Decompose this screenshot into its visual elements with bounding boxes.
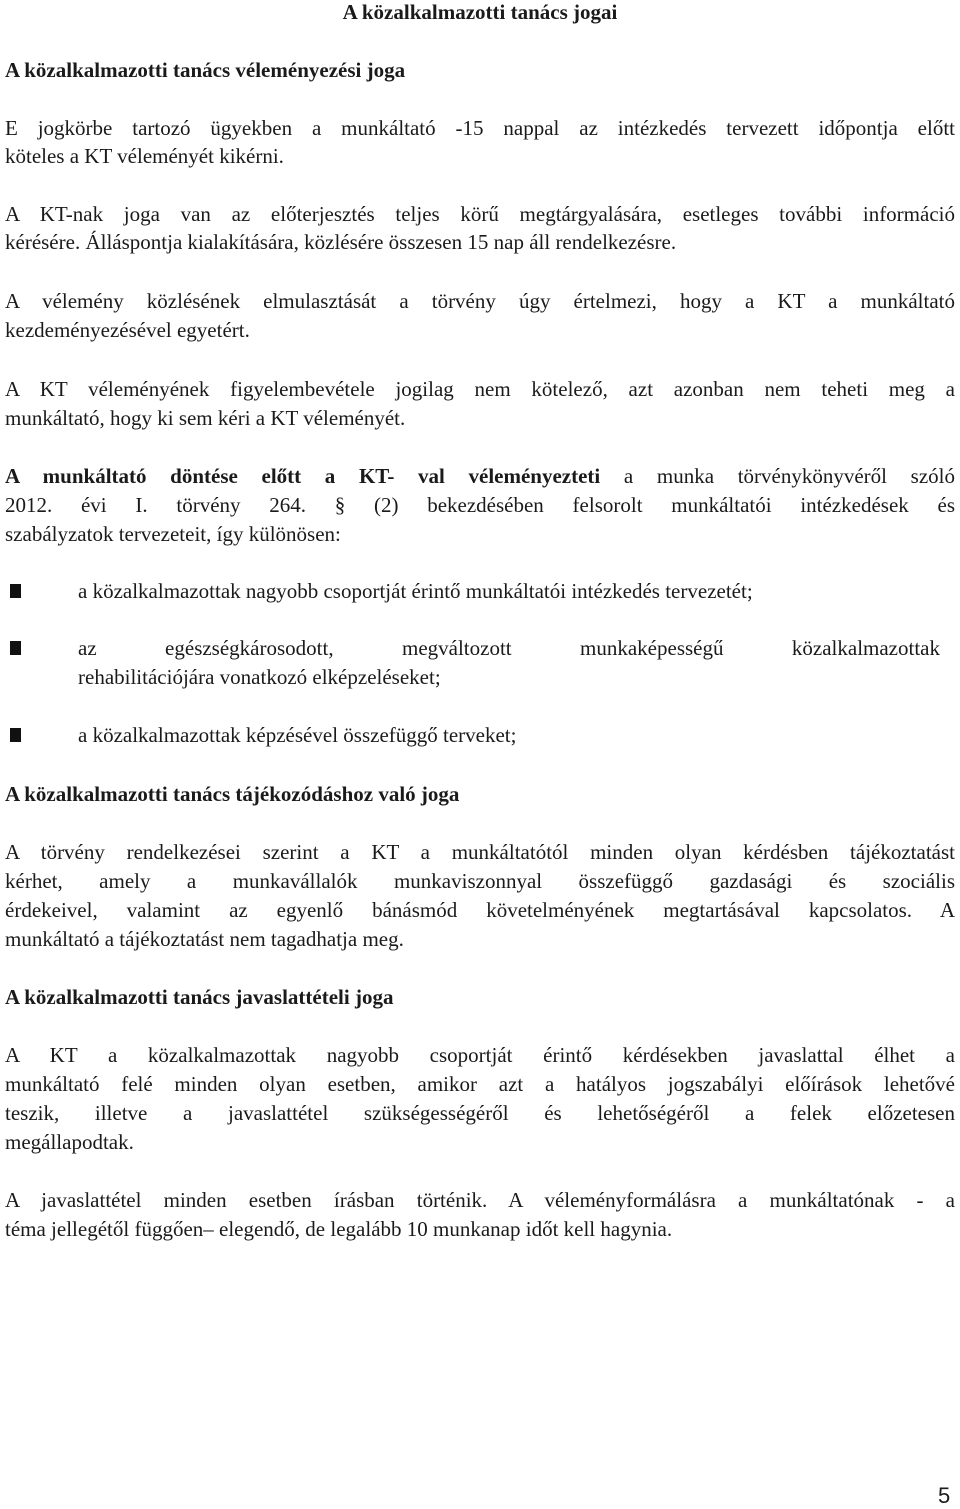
bullet-square-icon (10, 641, 21, 655)
paragraph-line: A vélemény közlésének elmulasztását a törvény úgy értelmezi, hogy a KT a munkáltató (5, 289, 955, 313)
bold-phrase: A munkáltató döntése előtt a KT- val véleményezteti (5, 464, 601, 488)
paragraph-line: téma jellegétől függően– elegendő, de legalább 10 munkanap időt kell hagynia. (5, 1217, 673, 1241)
bullet-square-icon (10, 728, 21, 742)
paragraph-line: munkáltató a tájékoztatást nem tagadhatja meg. (5, 927, 404, 951)
paragraph-line: munkáltató, hogy ki sem kéri a KT véleményét. (5, 406, 406, 430)
bullet-item-continued: rehabilitációjára vonatkozó elképzeléseket; (78, 665, 441, 689)
paragraph-line: kérésére. Álláspontja kialakítására, közlésére összesen 15 nap áll rendelkezésre. (5, 230, 677, 254)
bullet-item: a közalkalmazottak képzésével összefüggő terveket; (78, 723, 517, 747)
paragraph-line: megállapodtak. (5, 1130, 134, 1154)
paragraph-line: teszik, illetve a javaslattétel szükségességéről és lehetőségéről a felek előzetesen (5, 1101, 955, 1125)
bullet-item: az egészségkárosodott, megváltozott munkaképességű közalkalmazottak (78, 636, 940, 660)
section-heading-proposal: A közalkalmazotti tanács javaslattételi joga (5, 985, 394, 1009)
section-heading-information: A közalkalmazotti tanács tájékozódáshoz való joga (5, 782, 460, 806)
paragraph-line: A KT véleményének figyelembevétele jogilag nem kötelező, azt azonban nem teheti meg a (5, 377, 955, 401)
paragraph-line: kérhet, amely a munkavállalók munkaviszonnyal összefüggő gazdasági és szociális (5, 869, 955, 893)
paragraph-line: munkáltató felé minden olyan esetben, amikor azt a hatályos jogszabályi előírások lehetővé (5, 1072, 955, 1096)
paragraph-line: szabályzatok tervezeteit, így különösen: (5, 522, 341, 546)
paragraph-line-mixed (5, 462, 955, 491)
paragraph-line: kezdeményezésével egyetért. (5, 318, 250, 342)
bullet-square-icon (10, 584, 21, 598)
page-title: A közalkalmazotti tanács jogai (342, 0, 618, 24)
bullet-item: a közalkalmazottak nagyobb csoportját érintő munkáltatói intézkedés tervezetét; (78, 579, 753, 603)
paragraph-line: A KT-nak joga van az előterjesztés teljes körű megtárgyalására, esetleges további információ (5, 202, 955, 226)
paragraph-line: érdekeivel, valamint az egyenlő bánásmód követelményének megtartásával kapcsolatos. A (5, 898, 955, 922)
section-heading-opinion: A közalkalmazotti tanács véleményezési joga (5, 58, 406, 82)
paragraph-line: A KT a közalkalmazottak nagyobb csoportját érintő kérdésekben javaslattal élhet a (5, 1043, 955, 1067)
paragraph-line: köteles a KT véleményét kikérni. (5, 144, 284, 168)
page-number: 5 (938, 1483, 951, 1508)
paragraph-line: E jogkörbe tartozó ügyekben a munkáltató -15 nappal az intézkedés tervezett időpontja előtt (5, 116, 955, 140)
paragraph-line: 2012. évi I. törvény 264. § (2) bekezdésében felsorolt munkáltatói intézkedések és (5, 493, 955, 517)
paragraph-line: A törvény rendelkezései szerint a KT a munkáltatótól minden olyan kérdésben tájékoztatást (5, 840, 955, 864)
paragraph-line: A javaslattétel minden esetben írásban történik. A véleményformálásra a munkáltatónak - a (5, 1188, 955, 1212)
plain-phrase: a munka törvénykönyvéről szóló (623, 464, 955, 488)
